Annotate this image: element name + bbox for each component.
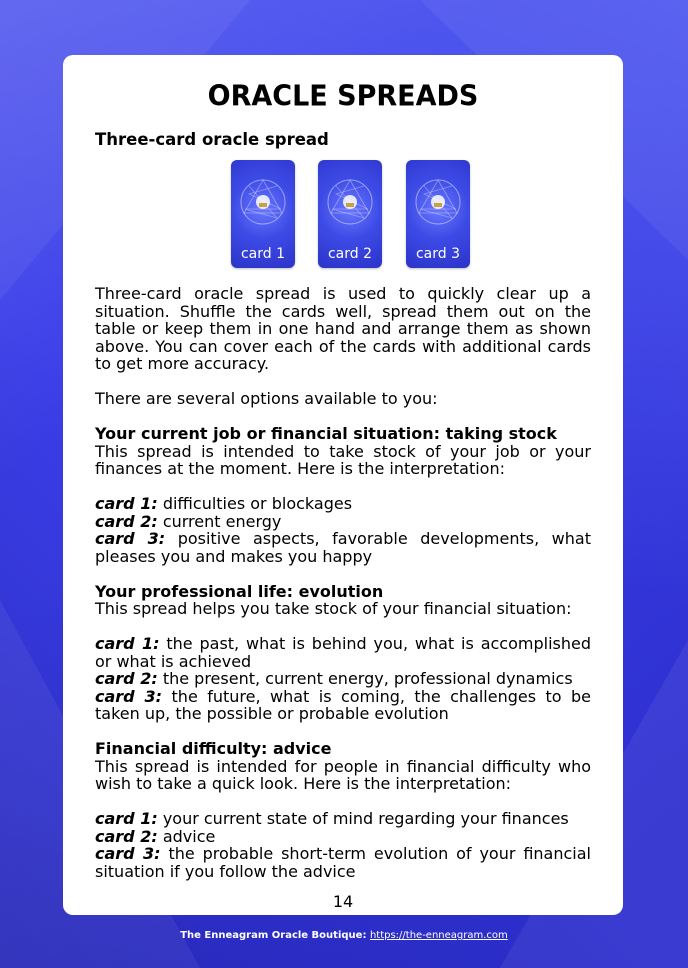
page-title: ORACLE SPREADS [207, 80, 479, 113]
section-heading: Financial difficulty: advice [95, 739, 332, 758]
list-item: card 3: positive aspects, favorable developments, what pleases you and makes you happy [95, 529, 591, 566]
card-key: card 3: [95, 686, 163, 706]
list-item: card 1: the past, what is behind you, what is accomplished or what is achieved [95, 634, 591, 671]
options-line: There are several options available to you: [95, 389, 438, 408]
spread-subheading: Three-card oracle spread [95, 130, 329, 149]
card-key: card 1: [95, 634, 160, 653]
list-item: card 3: the future, what is coming, the challenges to be taken up, the possible or probable evolution [95, 686, 592, 723]
intro-paragraph: Three-card oracle spread is used to quickly clear up a situation. Shuffle the cards well, spread them out on the table or keep them in one hand and arrange them as shown above. You can cover each of the cards with additional cards to get more accuracy. [95, 284, 591, 373]
list-item: card 1: difficulties or blockages [95, 494, 353, 513]
footer-label: The Enneagram Oracle Boutique: [180, 930, 367, 941]
list-item: card 2: advice [95, 826, 216, 846]
section-description: This spread is intended to take stock of your job or your finances at the moment. Here is the interpretation: [95, 441, 591, 478]
enneagram-icon [322, 172, 378, 232]
card-key: card 1: [95, 494, 158, 513]
page-number: 14 [332, 892, 354, 911]
enneagram-icon [235, 172, 291, 232]
list-item: card 2: current energy [95, 511, 282, 531]
card-key: card 2: [95, 826, 158, 846]
card-label: card 1 [240, 246, 286, 262]
oracle-card-2 [318, 160, 382, 268]
card-key: card 1: [95, 809, 158, 828]
card-key: card 3: [95, 529, 166, 548]
oracle-card-1 [231, 160, 295, 268]
list-item: card 1: your current state of mind regarding your finances [95, 809, 569, 828]
oracle-card-3 [406, 160, 470, 268]
footer [0, 930, 688, 941]
list-item: card 3: the probable short-term evolution of your financial situation if you follow the advice [95, 844, 591, 881]
enneagram-icon [410, 172, 466, 232]
card-label: card 2 [327, 246, 373, 262]
section-description: This spread helps you take stock of your financial situation: [95, 599, 572, 618]
card-label: card 3 [415, 246, 461, 262]
body-text [95, 285, 591, 880]
footer-link[interactable]: https://the-enneagram.com [369, 930, 508, 941]
section-description: This spread is intended for people in financial difficulty who wish to take a quick look. Here is the interpretation: [95, 756, 591, 793]
card-key: card 2: [95, 511, 158, 531]
card-key: card 2: [95, 669, 158, 688]
card-row [63, 160, 623, 270]
card-key: card 3: [95, 844, 161, 863]
page-sheet [63, 55, 623, 915]
section-heading: Your current job or financial situation: taking stock [95, 424, 557, 443]
section-heading: Your professional life: evolution [95, 581, 384, 601]
list-item: card 2: the present, current energy, professional dynamics [95, 669, 573, 688]
